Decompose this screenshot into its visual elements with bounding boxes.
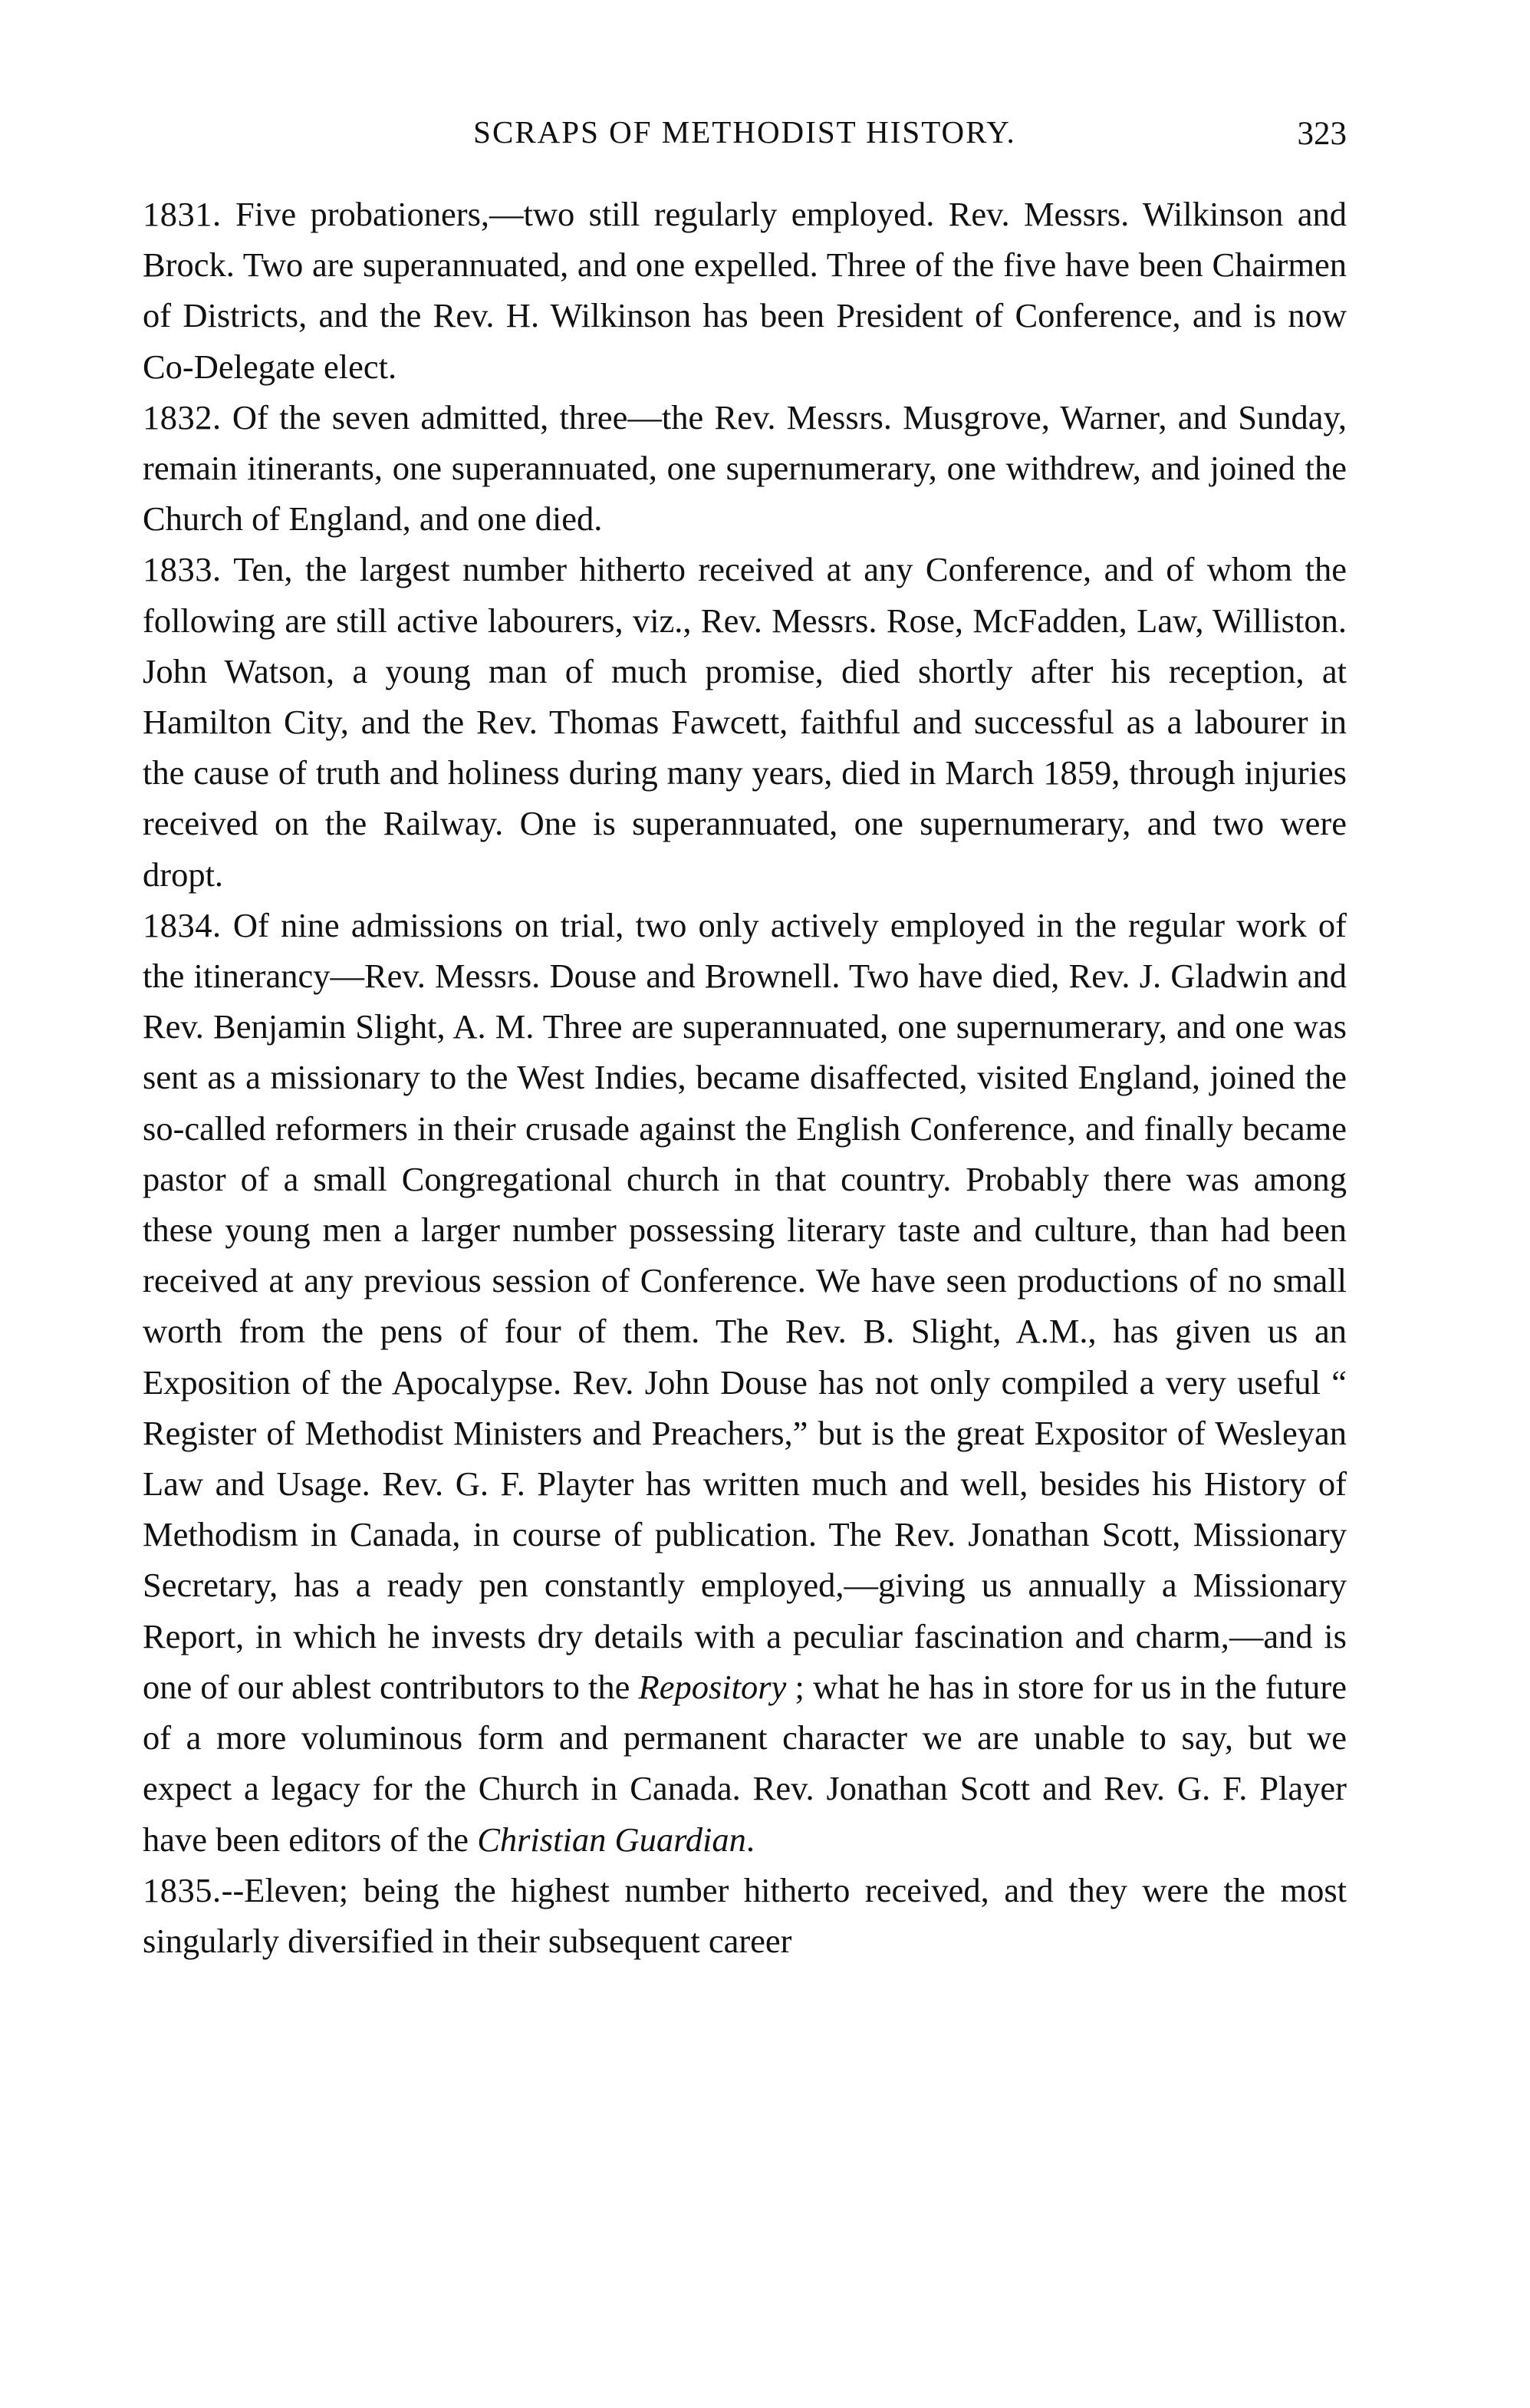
paragraph-1835	[143, 1865, 1347, 1966]
year-1834: 1834.	[143, 905, 222, 944]
paragraph-text: Of nine admissions on trial, two only actively employed in the regular work of the itinerancy—Rev. Messrs. Douse and Brownell. Two have died, Rev. J. Gladwin and Rev. Benjamin Slight, A. M. Three are superannuated, one supernumerary, and one was sent as a missionary to the West Indies, became disaffected, visited England, joined the so-called reformers in their crusade against the English Conference, and finally became pastor of a small Congregational church in that country. Probably there was among these young men a larger number possessing literary taste and culture, than had been received at any previous session of Conference. We have seen productions of no small worth from the pens of four of them. The Rev. B. Slight, A.M., has given us an Exposition of the Apocalypse. Rev. John Douse has not only compiled a very useful “ Register of Methodist Ministers and Preachers,” but is the great Expositor of Wesleyan Law and Usage. Rev. G. F. Playter has written much and well, besides his History of Methodism in Canada, in course of publication. The Rev. Jonathan Scott, Missionary Secretary, has a ready pen constantly employed,—giving us annually a Missionary Report, in which he invests dry details with a peculiar fascination and charm,—and is one of our ablest contributors to the	[143, 905, 1347, 1706]
paragraph-text: --Eleven; being the highest number hitherto received, and they were the most singularly diversified in their subsequent career	[143, 1870, 1347, 1960]
year-1832: 1832.	[143, 397, 222, 436]
paragraph-1834	[143, 900, 1347, 1865]
running-title: SCRAPS OF METHODIST HISTORY.	[473, 114, 1016, 150]
paragraph-text: ; what he has in store for us in the future of a more voluminous form and permanent character we are unable to say, but we expect a legacy for the Church in Canada. Rev. Jonathan Scott and Rev. G. F. Player have been editors of the	[143, 1667, 1347, 1859]
paragraph-text: Of the seven admitted, three—the Rev. Messrs. Musgrove, Warner, and Sunday, remain itinerants, one superannuated, one supernumerary, one withdrew, and joined the Church of England, and one died.	[143, 397, 1347, 539]
year-1835: 1835.	[143, 1870, 222, 1909]
paragraph-1832	[143, 392, 1347, 545]
repository-title: Repository	[638, 1667, 787, 1706]
book-page	[143, 114, 1347, 2361]
year-1833: 1833.	[143, 550, 222, 589]
paragraph-text: .	[745, 1820, 755, 1859]
paragraph-1831	[143, 189, 1347, 392]
christian-guardian-title: Christian Guardian	[477, 1820, 746, 1859]
page-number: 323	[1297, 116, 1347, 152]
year-1831: 1831.	[143, 195, 222, 233]
paragraph-1833	[143, 544, 1347, 899]
running-head	[143, 114, 1347, 167]
body-text	[143, 189, 1347, 1966]
paragraph-text: Five probationers,—two still regularly employed. Rev. Messrs. Wilkinson and Brock. Two are superannuated, and one expelled. Three of the five have been Chairmen of Districts, and the Rev. H. Wilkinson has been President of Conference, and is now Co-Delegate elect.	[143, 195, 1347, 386]
paragraph-text: Ten, the largest number hitherto received at any Conference, and of whom the following are still active labourers, viz., Rev. Messrs. Rose, McFadden, Law, Williston. John Watson, a young man of much promise, died shortly after his reception, at Hamilton City, and the Rev. Thomas Fawcett, faithful and successful as a labourer in the cause of truth and holiness during many years, died in March 1859, through injuries received on the Railway. One is superannuated, one supernumerary, and two were dropt.	[143, 550, 1347, 894]
